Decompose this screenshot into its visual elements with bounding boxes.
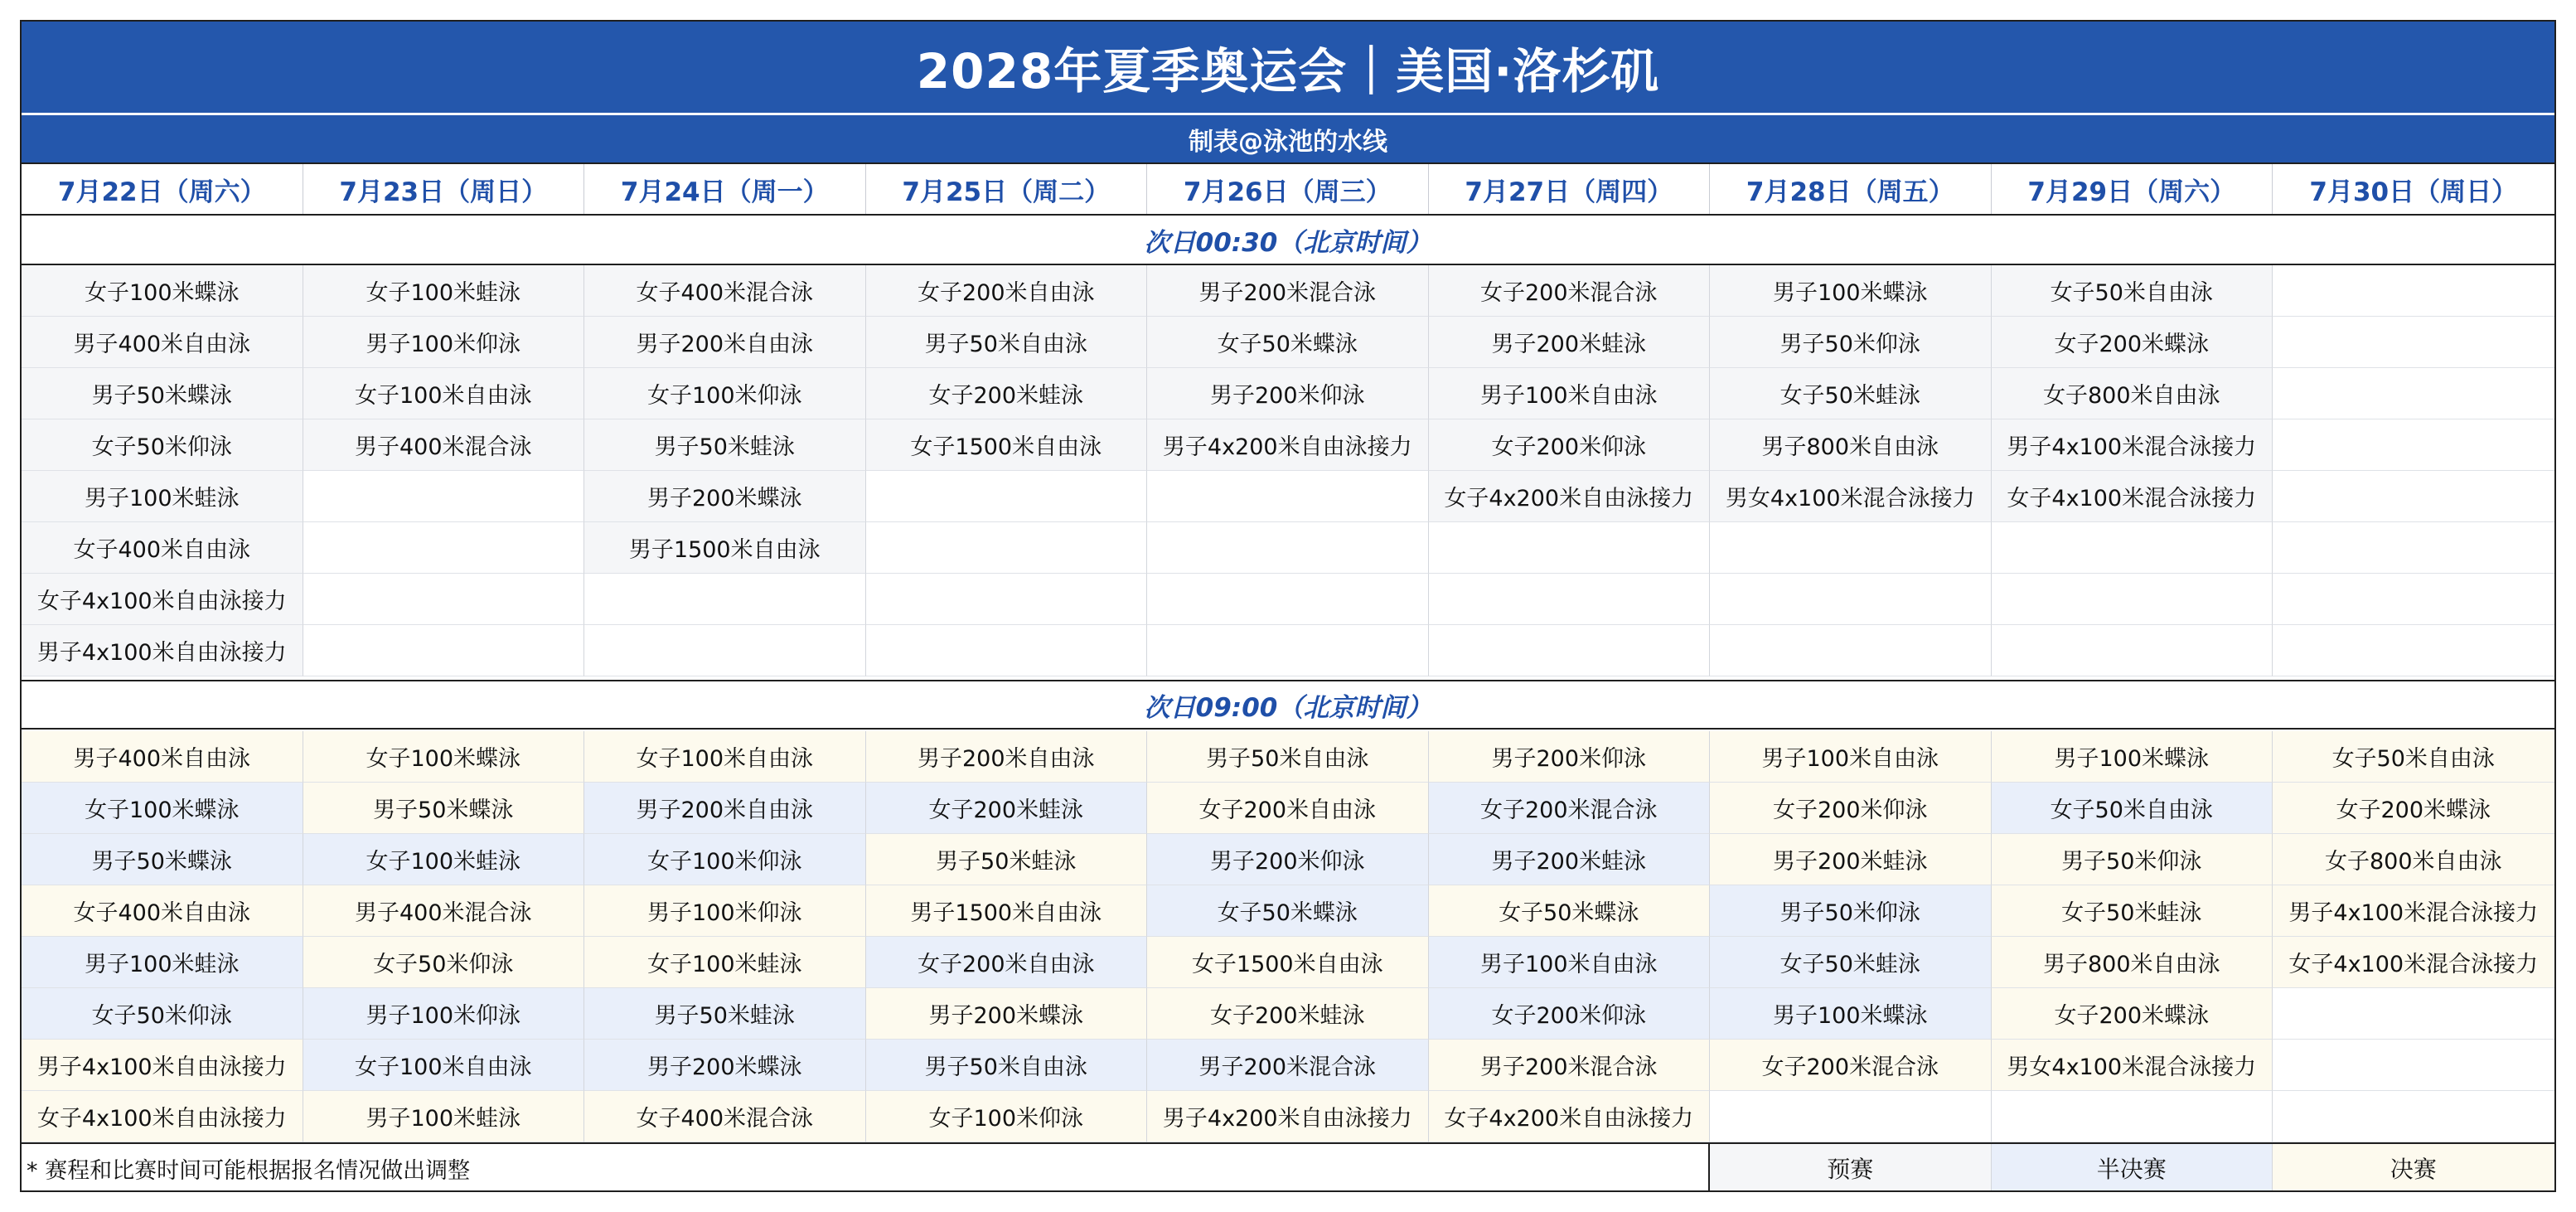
event-cell: 女子4x200米自由泳接力	[1429, 471, 1711, 522]
event-cell: 男子200米仰泳	[1429, 731, 1711, 783]
event-cell: 男子100米自由泳	[1429, 937, 1711, 988]
event-cell: 男子4x100米混合泳接力	[2273, 885, 2554, 937]
date-header: 7月25日（周二）	[866, 164, 1148, 214]
event-cell: 女子200米蛙泳	[1147, 988, 1429, 1040]
event-cell: 男子100米仰泳	[303, 317, 585, 368]
event-cell: 女子100米仰泳	[584, 834, 866, 885]
event-cell: 男子200米蝶泳	[584, 471, 866, 522]
event-cell: 男子400米混合泳	[303, 885, 585, 937]
day-column	[866, 731, 1148, 1142]
day-column	[866, 265, 1148, 680]
event-cell: 男子200米自由泳	[866, 731, 1148, 783]
legend-heat: 预赛	[1710, 1144, 1992, 1192]
event-cell: 男子50米蛙泳	[584, 419, 866, 471]
event-cell: 女子100米蛙泳	[303, 834, 585, 885]
event-cell: 女子200米混合泳	[1429, 783, 1711, 834]
event-cell	[1147, 471, 1429, 522]
session-grid	[22, 731, 2554, 1142]
event-cell: 女子50米蝶泳	[1147, 885, 1429, 937]
event-cell: 男子50米蛙泳	[584, 988, 866, 1040]
event-cell: 男子50米仰泳	[1992, 834, 2273, 885]
event-cell: 女子100米自由泳	[584, 731, 866, 783]
date-header: 7月22日（周六）	[22, 164, 303, 214]
event-cell: 女子200米仰泳	[1429, 988, 1711, 1040]
event-cell	[2273, 471, 2554, 522]
event-cell: 女子200米蛙泳	[866, 368, 1148, 419]
event-cell: 男子100米蝶泳	[1710, 988, 1992, 1040]
event-cell	[866, 625, 1148, 676]
event-cell: 女子100米蛙泳	[584, 937, 866, 988]
event-cell: 女子4x100米自由泳接力	[22, 574, 303, 625]
event-cell: 男子100米自由泳	[1429, 368, 1711, 419]
event-cell: 男子100米蛙泳	[303, 1091, 585, 1142]
event-cell: 男子50米仰泳	[1710, 317, 1992, 368]
event-cell: 男女4x100米混合泳接力	[1710, 471, 1992, 522]
date-header: 7月23日（周日）	[303, 164, 585, 214]
day-column	[584, 265, 866, 680]
event-cell: 男子200米自由泳	[584, 317, 866, 368]
event-cell: 男子50米蝶泳	[22, 368, 303, 419]
event-cell	[1710, 625, 1992, 676]
day-column	[2273, 265, 2554, 680]
event-cell: 女子200米蝶泳	[1992, 988, 2273, 1040]
event-cell: 女子50米蛙泳	[1710, 368, 1992, 419]
event-cell	[2273, 625, 2554, 676]
event-cell	[866, 522, 1148, 574]
event-cell: 男子200米混合泳	[1147, 1040, 1429, 1091]
event-cell	[866, 471, 1148, 522]
event-cell: 男子400米自由泳	[22, 731, 303, 783]
event-cell	[584, 625, 866, 676]
event-cell	[584, 574, 866, 625]
event-cell: 女子400米自由泳	[22, 522, 303, 574]
event-cell	[2273, 265, 2554, 317]
event-cell: 女子50米仰泳	[22, 988, 303, 1040]
event-cell	[2273, 368, 2554, 419]
event-cell: 女子4x200米自由泳接力	[1429, 1091, 1711, 1142]
event-cell	[1710, 574, 1992, 625]
event-cell: 女子50米蝶泳	[1147, 317, 1429, 368]
day-column	[2273, 731, 2554, 1142]
event-cell: 女子200米蛙泳	[866, 783, 1148, 834]
event-cell: 男子100米蛙泳	[22, 471, 303, 522]
event-cell: 男子50米仰泳	[1710, 885, 1992, 937]
event-cell: 男子100米仰泳	[584, 885, 866, 937]
session-grid	[22, 265, 2554, 680]
event-cell: 男子200米仰泳	[1147, 368, 1429, 419]
event-cell: 女子400米混合泳	[584, 1091, 866, 1142]
event-cell	[1710, 522, 1992, 574]
day-column	[1429, 731, 1711, 1142]
legend-semi: 半决赛	[1992, 1144, 2273, 1192]
event-cell	[2273, 574, 2554, 625]
day-column	[303, 265, 585, 680]
event-cell: 男子50米自由泳	[1147, 731, 1429, 783]
event-cell: 男子800米自由泳	[1992, 937, 2273, 988]
event-cell: 男子4x100米自由泳接力	[22, 625, 303, 676]
day-column	[1992, 731, 2273, 1142]
page-title: 2028年夏季奥运会｜美国·洛杉矶	[22, 22, 2554, 113]
event-cell: 女子200米混合泳	[1710, 1040, 1992, 1091]
event-cell: 女子100米蛙泳	[303, 265, 585, 317]
event-cell: 女子50米自由泳	[1992, 265, 2273, 317]
event-cell: 女子200米混合泳	[1429, 265, 1711, 317]
session-label-morning: 次日00:30（北京时间）	[22, 216, 2554, 265]
day-column	[1429, 265, 1711, 680]
event-cell: 男子4x100米自由泳接力	[22, 1040, 303, 1091]
event-cell: 男子100米蝶泳	[1710, 265, 1992, 317]
event-cell: 女子100米自由泳	[303, 1040, 585, 1091]
event-cell: 女子400米混合泳	[584, 265, 866, 317]
day-column	[22, 731, 303, 1142]
event-cell: 男子50米自由泳	[866, 317, 1148, 368]
day-column	[1147, 265, 1429, 680]
event-cell	[2273, 522, 2554, 574]
day-column	[1710, 731, 1992, 1142]
day-column	[1710, 265, 1992, 680]
event-cell: 男子100米仰泳	[303, 988, 585, 1040]
event-cell	[1992, 522, 2273, 574]
day-column	[584, 731, 866, 1142]
event-cell: 女子400米自由泳	[22, 885, 303, 937]
event-cell	[303, 574, 585, 625]
event-cell: 女子4x100米混合泳接力	[2273, 937, 2554, 988]
event-cell	[1429, 625, 1711, 676]
event-cell: 女子200米蝶泳	[1992, 317, 2273, 368]
schedule-sheet	[20, 20, 2556, 1192]
event-cell: 男子200米混合泳	[1429, 1040, 1711, 1091]
event-cell: 男子200米蛙泳	[1710, 834, 1992, 885]
event-cell: 男子4x200米自由泳接力	[1147, 1091, 1429, 1142]
event-cell: 男子200米蛙泳	[1429, 834, 1711, 885]
event-cell: 男子100米蛙泳	[22, 937, 303, 988]
event-cell: 女子4x100米混合泳接力	[1992, 471, 2273, 522]
event-cell	[1992, 625, 2273, 676]
event-cell	[1147, 522, 1429, 574]
event-cell: 男子200米混合泳	[1147, 265, 1429, 317]
event-cell	[2273, 1091, 2554, 1142]
event-cell: 男子100米蝶泳	[1992, 731, 2273, 783]
footnote: * 赛程和比赛时间可能根据报名情况做出调整	[22, 1144, 1710, 1192]
date-header: 7月28日（周五）	[1710, 164, 1992, 214]
event-cell: 男子200米蝶泳	[866, 988, 1148, 1040]
event-cell: 男子50米蝶泳	[22, 834, 303, 885]
event-cell: 女子100米蝶泳	[303, 731, 585, 783]
event-cell: 女子200米自由泳	[1147, 783, 1429, 834]
event-cell: 男子1500米自由泳	[866, 885, 1148, 937]
event-cell: 男子50米蛙泳	[866, 834, 1148, 885]
date-header: 7月26日（周三）	[1147, 164, 1429, 214]
date-header: 7月24日（周一）	[584, 164, 866, 214]
event-cell: 男子50米蝶泳	[303, 783, 585, 834]
event-cell	[866, 574, 1148, 625]
legend-final: 决赛	[2273, 1144, 2554, 1192]
event-cell	[1429, 574, 1711, 625]
event-cell	[1429, 522, 1711, 574]
event-cell	[1147, 574, 1429, 625]
event-cell	[1710, 1091, 1992, 1142]
event-cell: 女子200米仰泳	[1710, 783, 1992, 834]
event-cell	[1992, 574, 2273, 625]
event-cell	[2273, 1040, 2554, 1091]
event-cell: 女子800米自由泳	[1992, 368, 2273, 419]
date-header: 7月30日（周日）	[2309, 177, 2518, 207]
event-cell	[1992, 1091, 2273, 1142]
event-cell: 男女4x100米混合泳接力	[1992, 1040, 2273, 1091]
event-cell: 女子50米自由泳	[2273, 731, 2554, 783]
event-cell: 男子4x100米混合泳接力	[1992, 419, 2273, 471]
date-header: 7月27日（周四）	[1429, 164, 1711, 214]
event-cell: 男子800米自由泳	[1710, 419, 1992, 471]
event-cell	[303, 471, 585, 522]
event-cell: 女子50米蝶泳	[1429, 885, 1711, 937]
event-cell: 女子100米自由泳	[303, 368, 585, 419]
event-cell: 女子100米蝶泳	[22, 265, 303, 317]
day-column	[22, 265, 303, 680]
event-cell: 女子200米自由泳	[866, 265, 1148, 317]
event-cell: 男子50米自由泳	[866, 1040, 1148, 1091]
event-cell: 男子200米蛙泳	[1429, 317, 1711, 368]
event-cell: 女子800米自由泳	[2273, 834, 2554, 885]
day-column	[1992, 265, 2273, 680]
event-cell	[2273, 317, 2554, 368]
footer-row	[22, 1142, 2554, 1192]
event-cell	[2273, 419, 2554, 471]
date-header-row	[22, 162, 2554, 216]
event-cell	[303, 522, 585, 574]
event-cell: 男子400米混合泳	[303, 419, 585, 471]
event-cell: 女子100米仰泳	[584, 368, 866, 419]
event-cell: 男子100米自由泳	[1710, 731, 1992, 783]
event-cell: 男子200米自由泳	[584, 783, 866, 834]
event-cell: 女子1500米自由泳	[1147, 937, 1429, 988]
day-column	[1147, 731, 1429, 1142]
event-cell	[1147, 625, 1429, 676]
event-cell: 女子50米仰泳	[22, 419, 303, 471]
event-cell: 男子1500米自由泳	[584, 522, 866, 574]
day-column	[303, 731, 585, 1142]
event-cell: 女子50米蛙泳	[1992, 885, 2273, 937]
event-cell	[303, 625, 585, 676]
event-cell: 男子400米自由泳	[22, 317, 303, 368]
event-cell: 男子200米仰泳	[1147, 834, 1429, 885]
event-cell: 女子200米蝶泳	[2273, 783, 2554, 834]
event-cell: 女子50米自由泳	[1992, 783, 2273, 834]
event-cell: 男子4x200米自由泳接力	[1147, 419, 1429, 471]
event-cell: 男子200米蝶泳	[584, 1040, 866, 1091]
event-cell: 女子100米蝶泳	[22, 783, 303, 834]
event-cell: 女子50米仰泳	[303, 937, 585, 988]
session-label-evening: 次日09:00（北京时间）	[22, 680, 2554, 730]
event-cell: 女子50米蛙泳	[1710, 937, 1992, 988]
event-cell: 女子100米仰泳	[866, 1091, 1148, 1142]
page-subtitle: 制表@泳池的水线	[22, 113, 2554, 162]
event-cell: 女子1500米自由泳	[866, 419, 1148, 471]
event-cell: 女子200米自由泳	[866, 937, 1148, 988]
event-cell: 女子200米仰泳	[1429, 419, 1711, 471]
date-header: 7月29日（周六）	[1992, 164, 2273, 214]
event-cell	[2273, 988, 2554, 1040]
event-cell: 女子4x100米自由泳接力	[22, 1091, 303, 1142]
